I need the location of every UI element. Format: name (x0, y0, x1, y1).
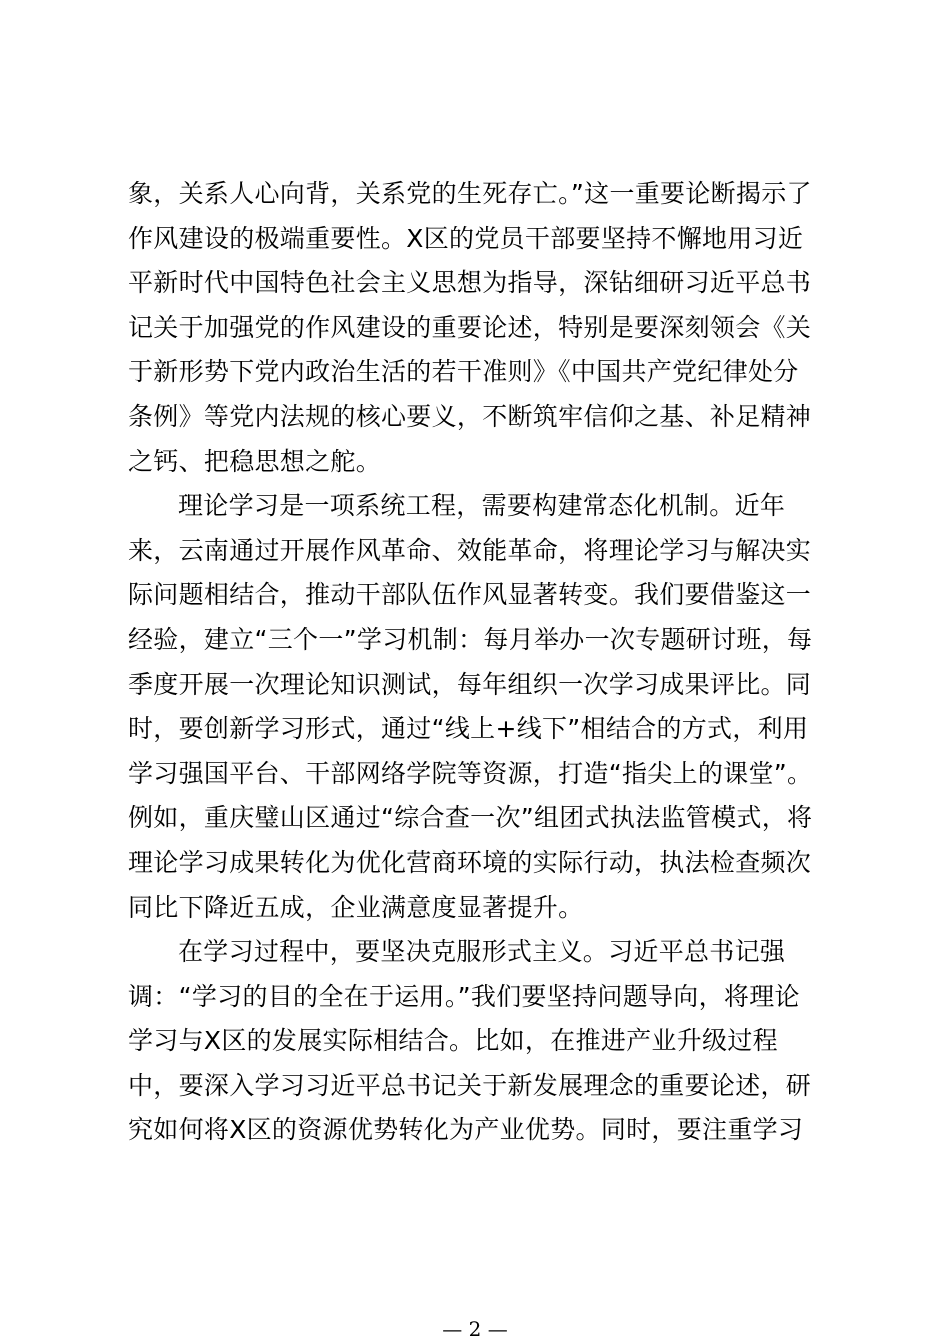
body-text (128, 172, 822, 1153)
text-line: 来，云南通过开展作风革命、效能革命，将理论学习与解决实 (128, 535, 812, 565)
text-line: 之钙、把稳思想之舵。 (128, 446, 382, 476)
paragraph-start-line: 理论学习是一项系统工程，需要构建常态化机制。近年 (178, 491, 786, 521)
text-line: 学习强国平台、干部网络学院等资源，打造“指尖上的课堂”。 (128, 758, 813, 788)
text-line: 调：“学习的目的全在于运用。”我们要坚持问题导向，将理论 (128, 981, 800, 1011)
text-line: 同比下降近五成，企业满意度显著提升。 (128, 892, 584, 922)
text-line: 例如，重庆璧山区通过“综合查一次”组团式执法监管模式，将 (128, 803, 813, 833)
text-line: 于新形势下党内政治生活的若干准则》《中国共产党纪律处分 (128, 357, 799, 387)
text-line: 际问题相结合，推动干部队伍作风显著转变。我们要借鉴这一 (128, 580, 812, 610)
text-line: 作风建设的极端重要性。X区的党员干部要坚持不懈地用习近 (128, 223, 804, 253)
text-line: 条例》等党内法规的核心要义，不断筑牢信仰之基、补足精神 (128, 401, 812, 431)
text-line: 记关于加强党的作风建设的重要论述，特别是要深刻领会《关 (128, 312, 812, 342)
text-line: 中，要深入学习习近平总书记关于新发展理念的重要论述，研 (128, 1070, 812, 1100)
text-line: 季度开展一次理论知识测试，每年组织一次学习成果评比。同 (128, 669, 812, 699)
text-line: 究如何将X区的资源优势转化为产业优势。同时，要注重学习 (128, 1115, 804, 1145)
text-line: 理论学习成果转化为优化营商环境的实际行动，执法检查频次 (128, 847, 812, 877)
text-line: 平新时代中国特色社会主义思想为指导，深钻细研习近平总书 (128, 268, 812, 298)
text-line: 象，关系人心向背，关系党的生死存亡。”这一重要论断揭示了 (128, 179, 812, 208)
text-line: 经验，建立“三个一”学习机制：每月举办一次专题研讨班，每 (128, 624, 813, 654)
paragraph-start-line: 在学习过程中，要坚决克服形式主义。习近平总书记强 (178, 937, 786, 967)
page-number: — 2 — (442, 1317, 508, 1341)
text-line: 时，要创新学习形式，通过“线上+线下”相结合的方式，利用 (128, 714, 809, 744)
text-line: 学习与X区的发展实际相结合。比如，在推进产业升级过程 (128, 1026, 778, 1056)
